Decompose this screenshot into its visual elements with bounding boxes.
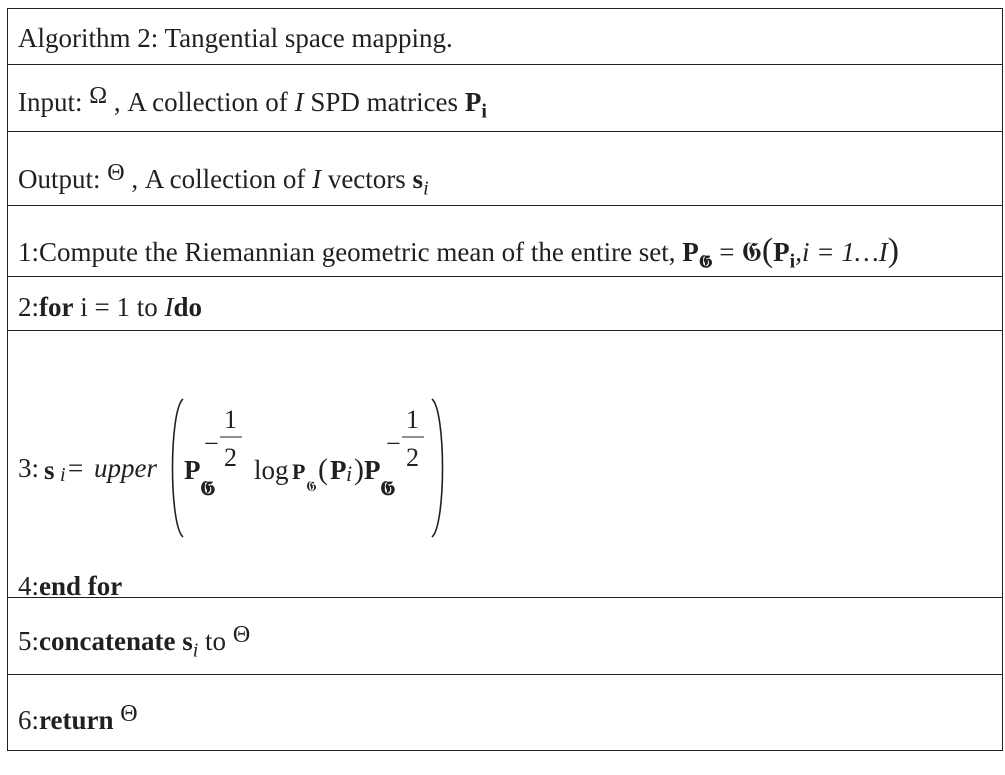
step3-two1: 2: [224, 443, 237, 472]
step3-lparen: (: [318, 453, 328, 486]
step3-P2: P: [364, 455, 381, 485]
algorithm-table: [7, 8, 1003, 751]
output-label: Output:: [18, 164, 101, 194]
step3-fn: upper: [94, 453, 157, 483]
step1-G: 𝕲: [698, 251, 713, 272]
step2-var: I: [164, 292, 174, 322]
step2-line: [18, 294, 202, 321]
step1-row: [8, 206, 1002, 277]
step3-logP: P: [292, 459, 306, 484]
algorithm-title-row: [8, 9, 1002, 65]
step5-row: [8, 598, 1002, 675]
output-vec: s: [412, 164, 424, 194]
theta-symbol: Θ: [107, 160, 125, 186]
step2-kw: for: [39, 292, 74, 322]
input-row: [8, 65, 1002, 132]
step1-Pi-sub: i: [789, 250, 796, 273]
step4-num: 4:: [18, 571, 40, 601]
step3-row: [8, 331, 1002, 601]
step3-log: log: [254, 455, 289, 485]
algorithm-title: Algorithm 2: Tangential space mapping.: [18, 23, 453, 53]
step5-s: s: [182, 626, 193, 656]
step3-G2: 𝕲: [380, 478, 396, 500]
step6-theta: Θ: [120, 701, 138, 727]
step2-kw2: do: [173, 292, 203, 322]
input-label: Input:: [18, 87, 83, 117]
step1-rparen: ): [887, 232, 900, 269]
step3-num: 3:: [18, 453, 40, 483]
step6-num: 6:: [18, 705, 40, 735]
step3-minus2: −: [386, 429, 401, 458]
step5-num: 5:: [18, 626, 40, 656]
input-var: I: [294, 87, 304, 117]
step2-mid: i = 1 to: [73, 292, 165, 322]
input-text-a: , A collection of: [113, 87, 295, 117]
step3-G1: 𝕲: [200, 478, 216, 500]
step4-line: [18, 573, 122, 600]
step5-s-sub: i: [192, 639, 199, 662]
step1-G2: 𝕲: [741, 237, 762, 267]
step1-Pi: P: [773, 237, 790, 267]
step3-Pi: P: [330, 455, 347, 485]
input-text-b: SPD matrices: [303, 87, 465, 117]
step3-s: s: [44, 455, 55, 485]
output-row: [8, 132, 1002, 206]
step2-row: [8, 277, 1002, 331]
step4-kw: end for: [39, 571, 123, 601]
step1-eq: =: [712, 237, 742, 267]
step3-fracbar2: [402, 435, 426, 439]
step3-one1: 1: [224, 405, 237, 434]
output-line: [18, 160, 429, 200]
step3-big-rparen: [426, 397, 452, 539]
output-text-a: , A collection of: [131, 164, 313, 194]
step1-rest: ,i = 1…I: [795, 237, 888, 267]
step6-row: [8, 675, 1002, 750]
input-matrix: P: [464, 87, 482, 117]
step3-eq: =: [68, 453, 84, 483]
step5-mid: to: [198, 626, 233, 656]
step2-num: 2:: [18, 292, 40, 322]
omega-symbol: Ω: [89, 83, 108, 109]
step3-P1: P: [184, 455, 201, 485]
step1-text: 1:Compute the Riemannian geometric mean of the entire set,: [18, 237, 683, 267]
step3-s-sub: i: [60, 464, 66, 486]
step1-P: P: [682, 237, 699, 267]
output-vec-sub: i: [423, 177, 429, 200]
step3-formula: [8, 331, 508, 551]
step3-rparen: ): [354, 453, 364, 486]
output-var: I: [312, 164, 322, 194]
input-line: [18, 83, 487, 123]
step3-fracbar1: [220, 435, 244, 439]
step1-line: [18, 234, 899, 271]
step3-logG: 𝕲: [306, 480, 317, 495]
input-matrix-sub: i: [481, 100, 487, 123]
output-text-b: vectors: [321, 164, 413, 194]
step5-kw: concatenate: [39, 626, 176, 656]
step3-minus1: −: [204, 429, 219, 458]
step5-theta: Θ: [232, 622, 251, 648]
step6-kw: return: [39, 705, 114, 735]
step3-Pi-sub: i: [346, 461, 353, 486]
step3-two2: 2: [406, 443, 419, 472]
step5-line: [18, 622, 251, 662]
step3-one2: 1: [406, 405, 419, 434]
step6-line: [18, 701, 138, 735]
step1-lparen: (: [761, 232, 774, 269]
